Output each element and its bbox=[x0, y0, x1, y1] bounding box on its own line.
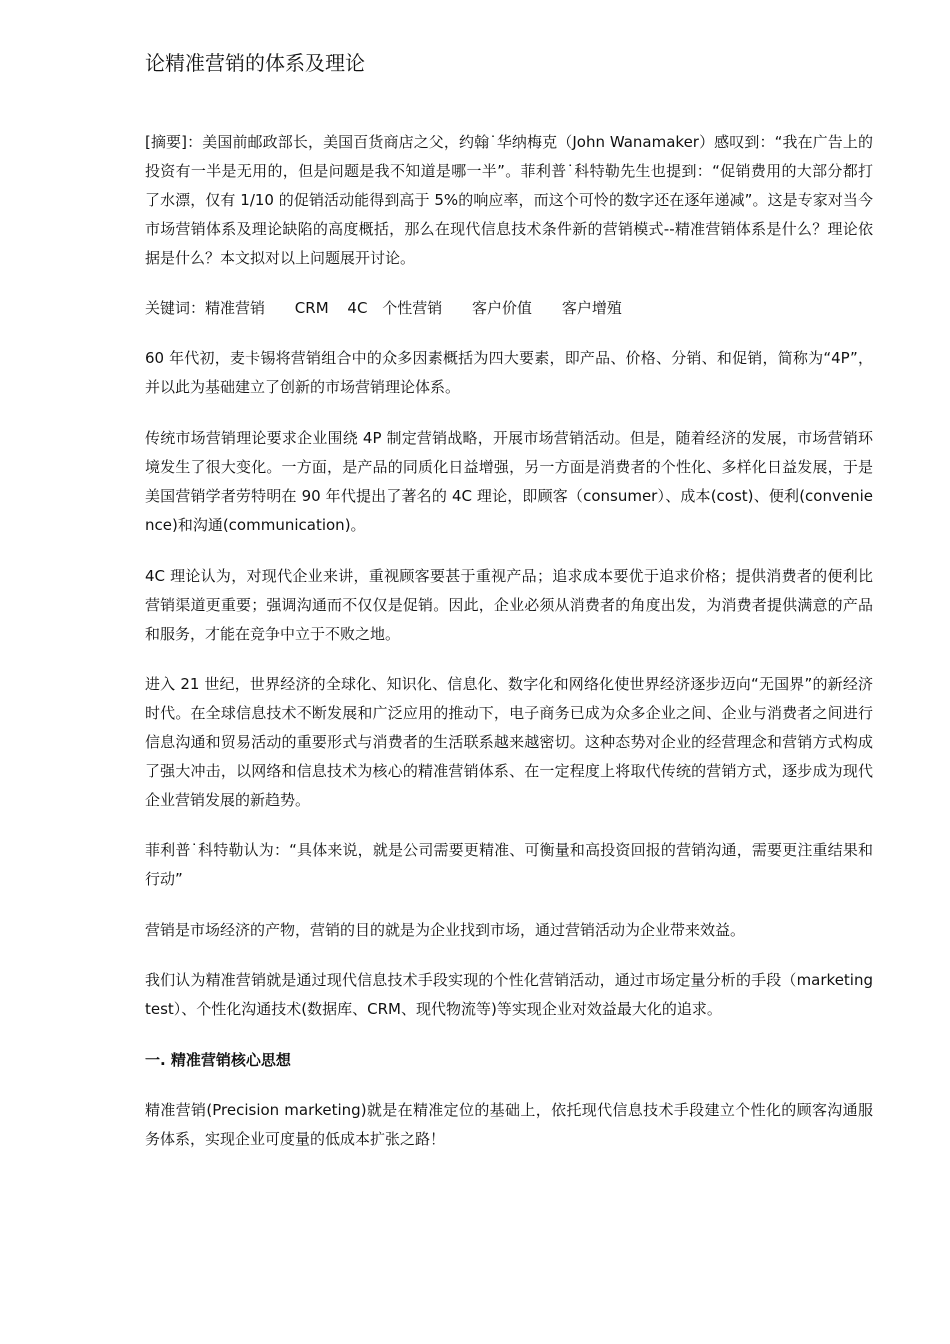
document-title: 论精准营销的体系及理论 bbox=[145, 51, 365, 75]
body-paragraph: 营销是市场经济的产物，营销的目的就是为企业找到市场，通过营销活动为企业带来效益。 bbox=[145, 921, 746, 939]
body-paragraph: 进入 21 世纪，世界经济的全球化、知识化、信息化、数字化和网络化使世界经济逐步迈向“无国界”的新经济时代。在全球信息技术不断发展和广泛应用的推动下，电子商务已成为众多企业之间、企业与消费者之间进行信息沟通和贸易活动的重要形式与消费者的生活联系越来越密切。这种态势对企业的经营理念和营销方式构成了强大冲击，以网络和信息技术为核心的精准营销体系、在一定程度上将取代传统的营销方式，逐步成为现代企业营销发展的新趋势。 bbox=[145, 675, 873, 809]
section-heading: 一. 精准营销核心思想 bbox=[145, 1051, 291, 1069]
section-paragraph: 精准营销(Precision marketing)就是在精准定位的基础上，依托现代信息技术手段建立个性化的顾客沟通服务体系，实现企业可度量的低成本扩张之路！ bbox=[145, 1101, 873, 1148]
keyword-item: 客户增殖 bbox=[561, 299, 622, 317]
abstract-paragraph: [摘要]：美国前邮政部长，美国百货商店之父，约翰˙华纳梅克（John Wanamaker）感叹到：“我在广告上的投资有一半是无用的，但是问题是我不知道是哪一半”。菲利普˙科特勒先生也提到：“促销费用的大部分都打了水漂，仅有 1/10 的促销活动能得到高于 5%的响应率，而这个可怜的数字还在逐年递减”。这是专家对当今市场营销体系及理论缺陷的高度概括，那么在现代信息技术条件新的营销模式--精准营销体系是什么？理论依据是什么？本文拟对以上问题展开讨论。 bbox=[145, 133, 873, 267]
keyword-item: 4C bbox=[347, 299, 368, 317]
keywords-line bbox=[145, 294, 622, 323]
body-paragraph: 4C 理论认为，对现代企业来讲，重视顾客要甚于重视产品；追求成本要优于追求价格；提供消费者的便利比营销渠道更重要；强调沟通而不仅仅是促销。因此，企业必须从消费者的角度出发，为消费者提供满意的产品和服务，才能在竞争中立于不败之地。 bbox=[145, 567, 873, 643]
body-paragraph: 我们认为精准营销就是通过现代信息技术手段实现的个性化营销活动，通过市场定量分析的手段（marketing test）、个性化沟通技术(数据库、CRM、现代物流等)等实现企业对效益最大化的追求。 bbox=[145, 971, 873, 1018]
quote-paragraph: 菲利普˙科特勒认为：“具体来说，就是公司需要更精准、可衡量和高投资回报的营销沟通，需要更注重结果和行动” bbox=[145, 841, 873, 888]
body-paragraph: 传统市场营销理论要求企业围绕 4P 制定营销战略，开展市场营销活动。但是，随着经济的发展，市场营销环境发生了很大变化。一方面，是产品的同质化日益增强，另一方面是消费者的个性化、多样化日益发展，于是美国营销学者劳特明在 90 年代提出了著名的 4C 理论，即顾客（consumer）、成本(cost)、便利(convenience)和沟通(communication)。 bbox=[145, 429, 873, 534]
body-paragraph: 60 年代初，麦卡锡将营销组合中的众多因素概括为四大要素，即产品、价格、分销、和促销，简称为“4P”，并以此为基础建立了创新的市场营销理论体系。 bbox=[145, 349, 873, 396]
keyword-item: CRM bbox=[294, 299, 329, 317]
keywords-label: 关键词：精准营销 bbox=[145, 299, 266, 317]
keyword-item: 个性营销 bbox=[382, 299, 443, 317]
keyword-item: 客户价值 bbox=[472, 299, 533, 317]
